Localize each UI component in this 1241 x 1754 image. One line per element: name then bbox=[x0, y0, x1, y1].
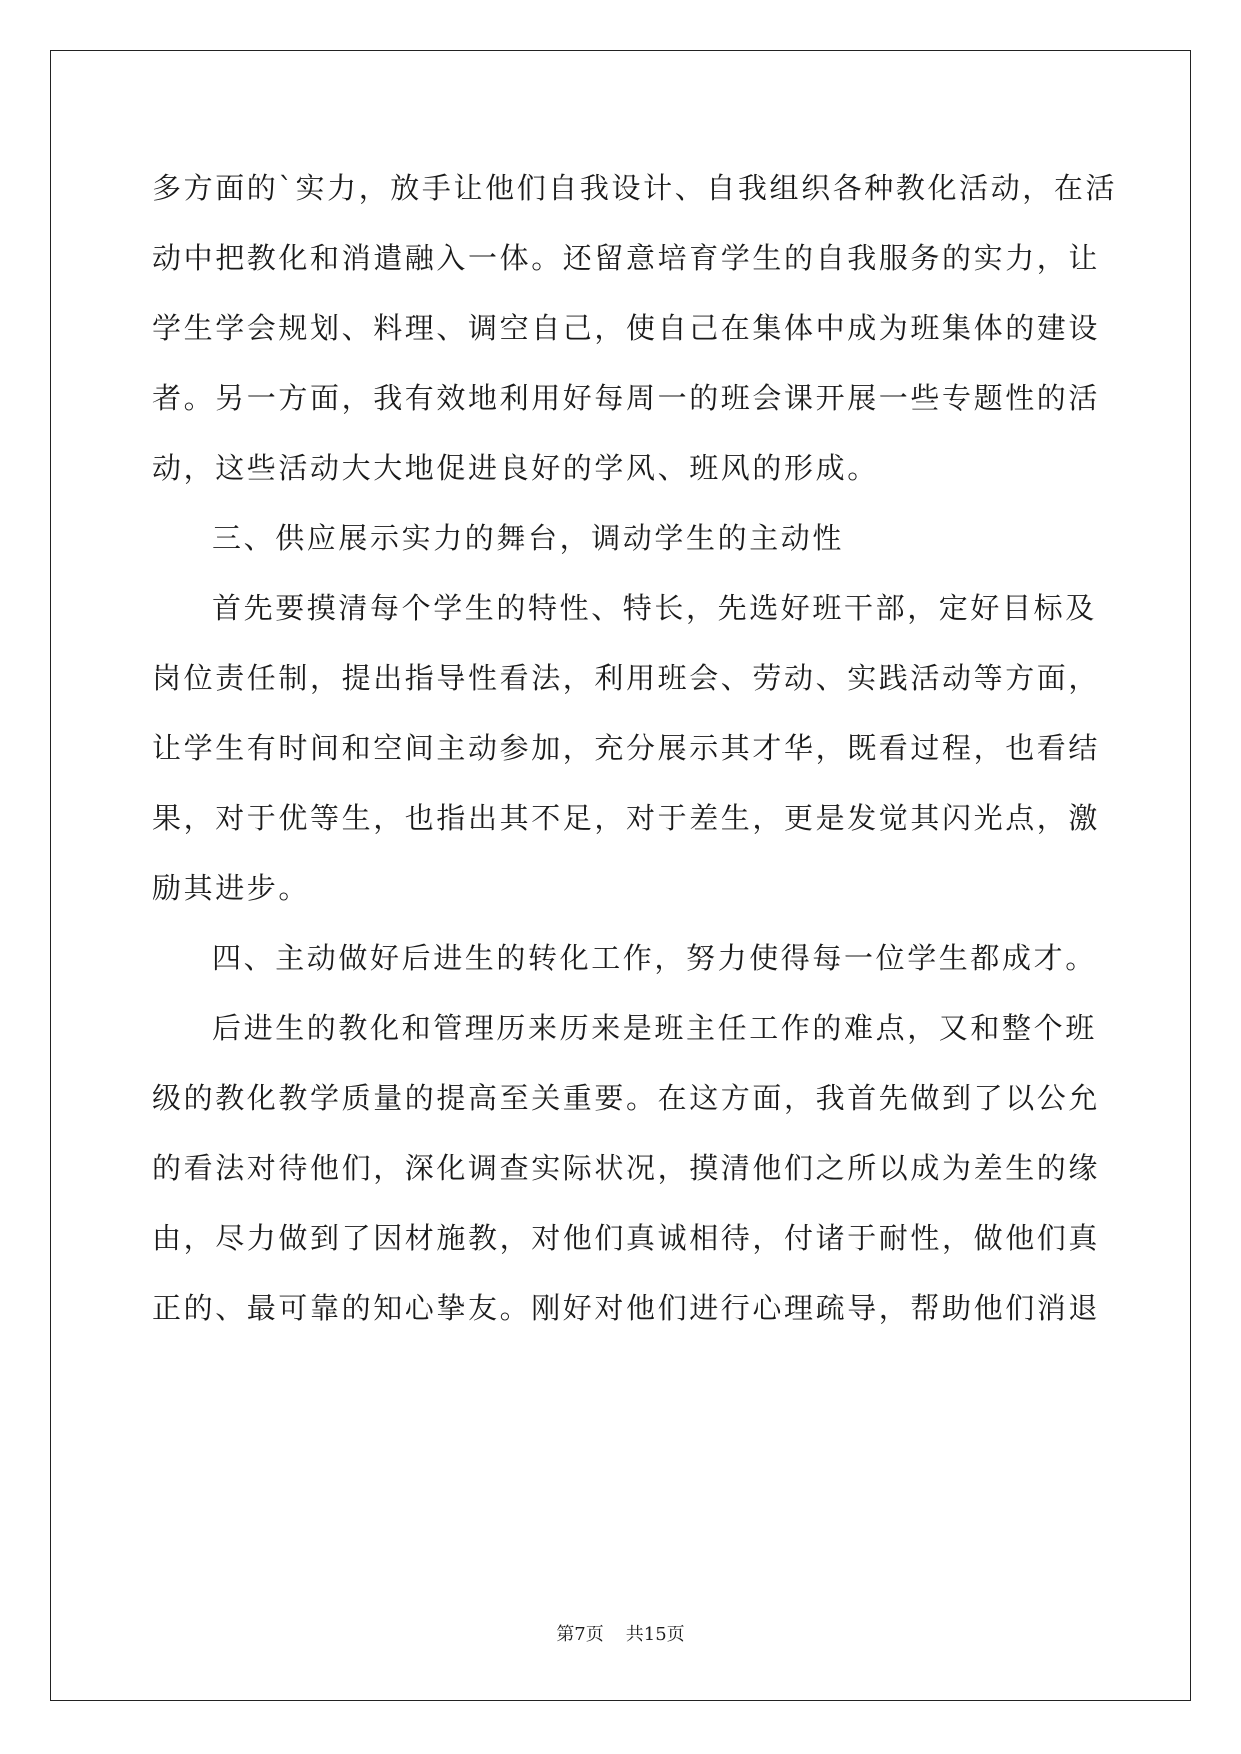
page-footer bbox=[0, 1622, 1241, 1648]
body-line: 动中把教化和消遣融入一体。还留意培育学生的自我服务的实力，让 bbox=[152, 241, 1101, 275]
page-number-total: 共15页 bbox=[625, 1624, 685, 1645]
page-number-current: 第7页 bbox=[556, 1624, 604, 1645]
body-line: 由，尽力做到了因材施教，对他们真诚相待，付诸于耐性，做他们真 bbox=[152, 1221, 1101, 1255]
body-line: 动，这些活动大大地促进良好的学风、班风的形成。 bbox=[152, 451, 879, 485]
body-line: 级的教化教学质量的提高至关重要。在这方面，我首先做到了以公允 bbox=[152, 1081, 1101, 1115]
body-line: 正的、最可靠的知心挚友。刚好对他们进行心理疏导，帮助他们消退 bbox=[152, 1291, 1101, 1325]
body-line: 励其进步。 bbox=[152, 871, 311, 905]
body-line: 果，对于优等生，也指出其不足，对于差生，更是发觉其闪光点，激 bbox=[152, 801, 1101, 835]
body-line: 多方面的`实力，放手让他们自我设计、自我组织各种教化活动，在活 bbox=[152, 171, 1118, 205]
body-line: 让学生有时间和空间主动参加，充分展示其才华，既看过程，也看结 bbox=[152, 731, 1101, 765]
body-line: 首先要摸清每个学生的特性、特长，先选好班干部，定好目标及 bbox=[212, 591, 1097, 625]
body-line: 的看法对待他们，深化调查实际状况，摸清他们之所以成为差生的缘 bbox=[152, 1151, 1101, 1185]
section-heading: 四、主动做好后进生的转化工作，努力使得每一位学生都成才。 bbox=[212, 941, 1097, 975]
body-line: 后进生的教化和管理历来历来是班主任工作的难点，又和整个班 bbox=[212, 1011, 1097, 1045]
section-heading: 三、供应展示实力的舞台，调动学生的主动性 bbox=[212, 521, 845, 555]
body-line: 者。另一方面，我有效地利用好每周一的班会课开展一些专题性的活 bbox=[152, 381, 1101, 415]
body-line: 学生学会规划、料理、调空自己，使自己在集体中成为班集体的建设 bbox=[152, 311, 1101, 345]
body-line: 岗位责任制，提出指导性看法，利用班会、劳动、实践活动等方面， bbox=[152, 661, 1101, 695]
